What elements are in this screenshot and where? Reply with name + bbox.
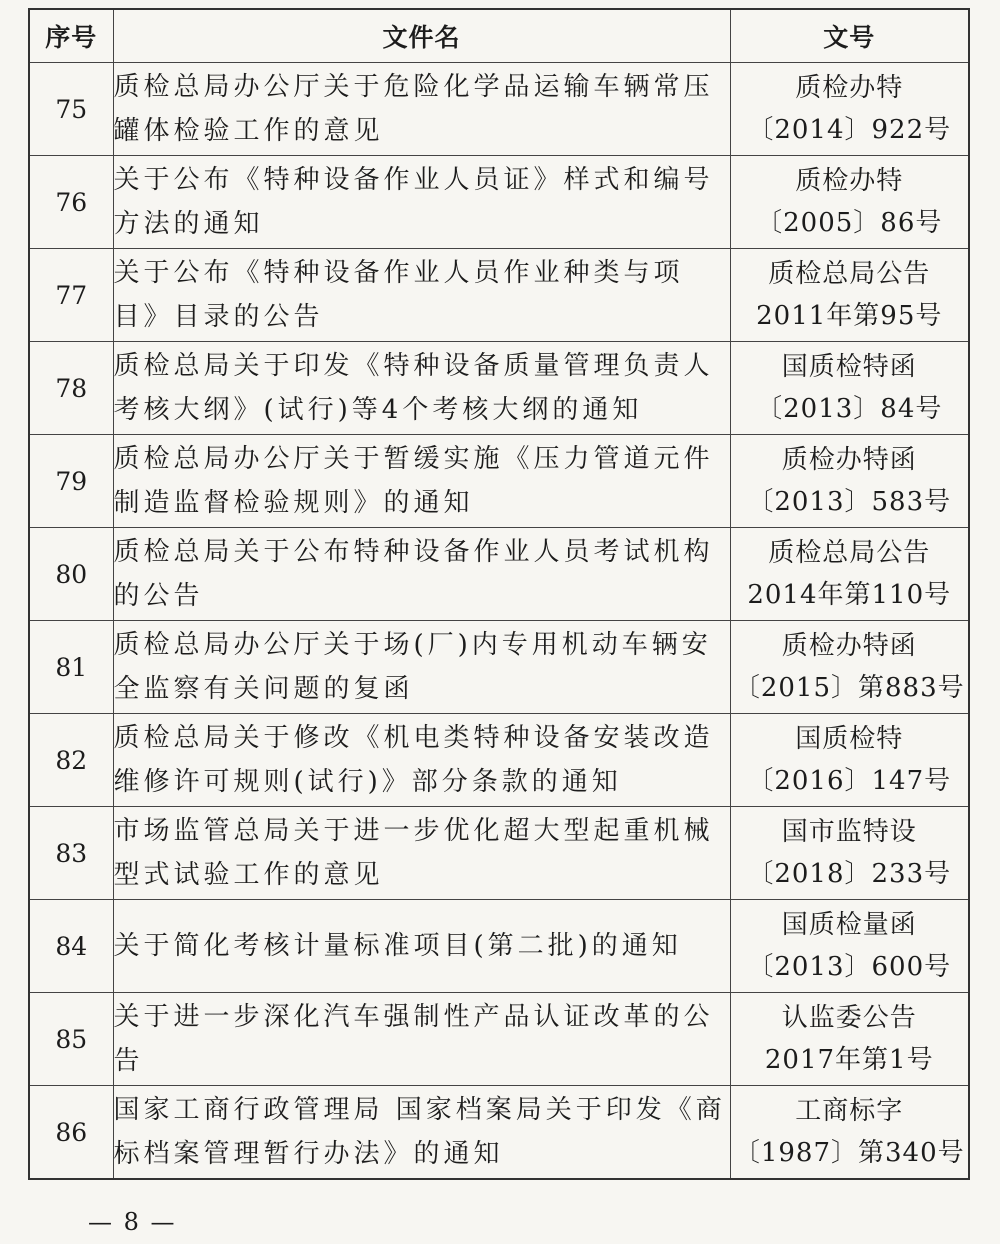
- doc-number-serial: 〔1987〕第340号: [733, 1138, 965, 1168]
- doc-number-serial: 〔2005〕86号: [756, 208, 943, 238]
- table-row: [29, 621, 969, 714]
- table-row: [29, 714, 969, 807]
- row-document-number: [730, 807, 969, 900]
- header-serial-number: 序号: [29, 9, 113, 63]
- row-document-name: 市场监管总局关于进一步优化超大型起重机械型式试验工作的意见: [113, 807, 730, 900]
- doc-number-issuer: 国市监特设: [781, 817, 917, 847]
- table-header-row: [29, 9, 969, 63]
- table-row: [29, 993, 969, 1086]
- table-row: [29, 1086, 969, 1180]
- row-document-name: 质检总局关于公布特种设备作业人员考试机构的公告: [113, 528, 730, 621]
- page-number: — 8 —: [88, 1208, 177, 1236]
- table-row: [29, 435, 969, 528]
- row-document-name: 质检总局办公厅关于危险化学品运输车辆常压罐体检验工作的意见: [113, 63, 730, 156]
- row-document-name: 国家工商行政管理局 国家档案局关于印发《商标档案管理暂行办法》的通知: [113, 1086, 730, 1180]
- doc-number-issuer: 质检总局公告: [768, 538, 931, 568]
- doc-number-issuer: 质检总局公告: [768, 259, 931, 289]
- row-serial: 76: [29, 156, 113, 249]
- doc-number-issuer: 质检办特函: [781, 445, 917, 475]
- table-row: [29, 900, 969, 993]
- row-serial: 75: [29, 63, 113, 156]
- document-table: [28, 8, 970, 1180]
- row-serial: 84: [29, 900, 113, 993]
- row-document-name: 关于进一步深化汽车强制性产品认证改革的公告: [113, 993, 730, 1086]
- doc-number-serial: 〔2014〕922号: [747, 115, 952, 145]
- table-row: [29, 342, 969, 435]
- doc-number-serial: 〔2013〕600号: [747, 952, 952, 982]
- doc-number-issuer: 质检办特函: [781, 631, 917, 661]
- row-serial: 77: [29, 249, 113, 342]
- row-document-number: [730, 249, 969, 342]
- doc-number-issuer: 质检办特: [795, 166, 904, 196]
- row-document-number: [730, 63, 969, 156]
- row-serial: 79: [29, 435, 113, 528]
- row-serial: 83: [29, 807, 113, 900]
- doc-number-issuer: 认监委公告: [781, 1003, 917, 1033]
- doc-number-issuer: 工商标字: [795, 1096, 904, 1126]
- row-serial: 82: [29, 714, 113, 807]
- doc-number-issuer: 国质检特函: [781, 352, 917, 382]
- row-document-number: [730, 1086, 969, 1180]
- doc-number-serial: 〔2015〕第883号: [733, 673, 965, 703]
- table-row: [29, 528, 969, 621]
- doc-number-serial: 〔2013〕84号: [756, 394, 943, 424]
- row-document-name: 质检总局关于修改《机电类特种设备安装改造维修许可规则(试行)》部分条款的通知: [113, 714, 730, 807]
- header-document-number: 文号: [730, 9, 969, 63]
- header-document-name: 文件名: [113, 9, 730, 63]
- row-serial: 85: [29, 993, 113, 1086]
- row-document-name: 关于简化考核计量标准项目(第二批)的通知: [113, 900, 730, 993]
- row-serial: 80: [29, 528, 113, 621]
- row-document-name: 关于公布《特种设备作业人员作业种类与项目》目录的公告: [113, 249, 730, 342]
- doc-number-issuer: 国质检量函: [781, 910, 917, 940]
- doc-number-serial: 2014年第110号: [747, 580, 952, 610]
- row-document-number: [730, 900, 969, 993]
- row-document-number: [730, 993, 969, 1086]
- row-document-name: 质检总局关于印发《特种设备质量管理负责人考核大纲》(试行)等4个考核大纲的通知: [113, 342, 730, 435]
- table-row: [29, 156, 969, 249]
- table-row: [29, 63, 969, 156]
- row-document-number: [730, 714, 969, 807]
- doc-number-serial: 〔2016〕147号: [747, 766, 952, 796]
- table-row: [29, 249, 969, 342]
- row-document-number: [730, 528, 969, 621]
- doc-number-serial: 2017年第1号: [764, 1045, 934, 1075]
- row-document-name: 质检总局办公厅关于场(厂)内专用机动车辆安全监察有关问题的复函: [113, 621, 730, 714]
- row-document-name: 质检总局办公厅关于暂缓实施《压力管道元件制造监督检验规则》的通知: [113, 435, 730, 528]
- row-serial: 86: [29, 1086, 113, 1180]
- row-document-number: [730, 621, 969, 714]
- row-document-name: 关于公布《特种设备作业人员证》样式和编号方法的通知: [113, 156, 730, 249]
- doc-number-issuer: 国质检特: [795, 724, 904, 754]
- row-document-number: [730, 435, 969, 528]
- row-document-number: [730, 342, 969, 435]
- doc-number-issuer: 质检办特: [795, 73, 904, 103]
- row-document-number: [730, 156, 969, 249]
- doc-number-serial: 〔2013〕583号: [747, 487, 952, 517]
- row-serial: 81: [29, 621, 113, 714]
- row-serial: 78: [29, 342, 113, 435]
- table-row: [29, 807, 969, 900]
- doc-number-serial: 2011年第95号: [756, 301, 943, 331]
- doc-number-serial: 〔2018〕233号: [747, 859, 952, 889]
